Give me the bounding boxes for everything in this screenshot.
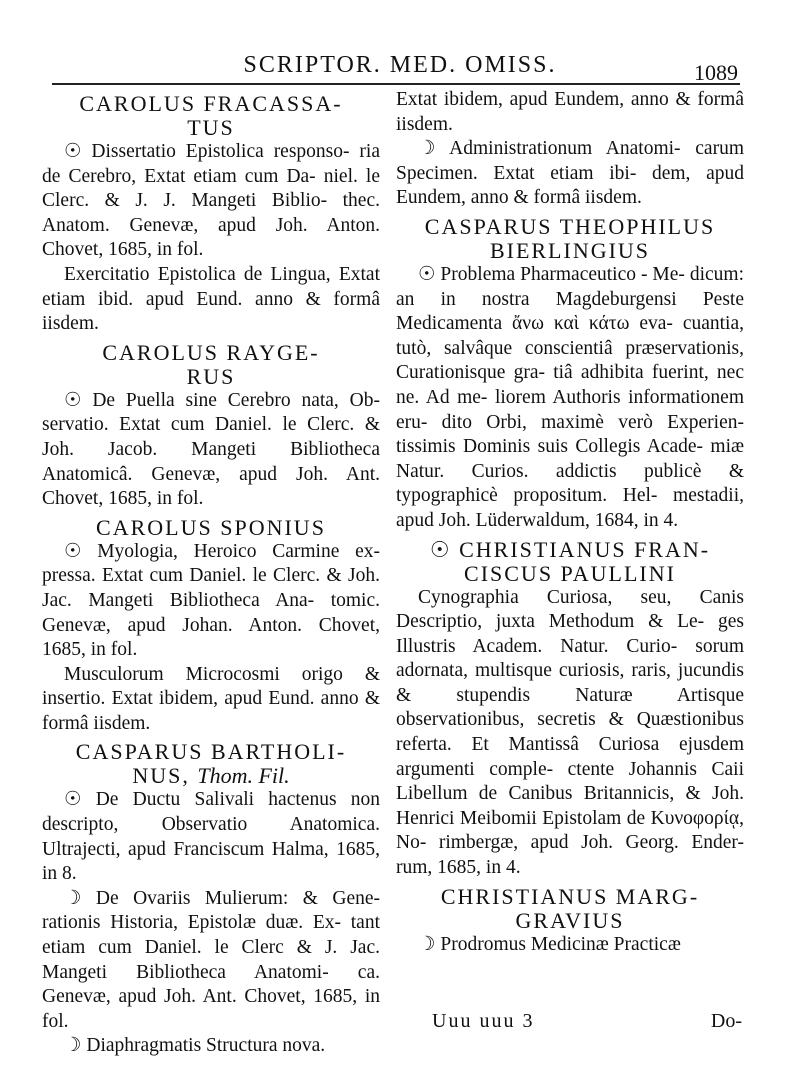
right-column <box>396 88 744 957</box>
entry-text: ☽ De Ovariis Mulierum: & Gene- rationis Historia, Epistolæ duæ. Ex- tant etiam cum Daniel. le Clerc & J. Jac. Mangeti Bibliotheca Anatomi- ca. Genevæ, apud Joh. Ant. Chovet, 1685, in fol. <box>42 887 380 1032</box>
heading-line: NUS, <box>132 763 198 789</box>
entry-text: Exercitatio Epistolica de Lingua, Extat etiam ibid. apud Eund. anno & formâ iisdem. <box>42 263 380 335</box>
entry-text: ☽ Prodromus Medicinæ Practicæ <box>418 933 681 955</box>
entry-heading: CASPARUS THEOPHILUS BIERLINGIUS <box>424 213 716 263</box>
entry-text: ☉ Myologia, Heroico Carmine ex- pressa. Extat cum Daniel. le Clerc. & Joh. Jac. Mangeti Bibliotheca Ana- tomic. Genevæ, apud Johan. Anton. Chovet, 1685, in fol. <box>42 540 380 661</box>
entry-text: ☉ Dissertatio Epistolica responso- ria de Cerebro, Extat etiam cum Da- niel. le Clerc. & J. J. Mangeti Biblio- thec. Anatom. Genevæ, apud Joh. Anton. Chovet, 1685, in fol. <box>42 141 380 261</box>
entry-heading: CAROLUS FRACASSA- TUS <box>79 91 343 140</box>
entry-heading: CAROLUS RAYGE- RUS <box>102 339 320 389</box>
page-number: 1089 <box>694 60 738 85</box>
entry-heading: CAROLUS SPONIUS <box>96 514 326 540</box>
entry-heading <box>42 740 380 788</box>
entry-text: ☽ Diaphragmatis Structura nova. <box>64 1035 326 1057</box>
entry-text: ☉ Problema Pharmaceutico - Me- dicum: an in nostra Magdeburgensi Peste Medicamenta ἄνω καὶ κάτω eva- cuantia, tutò, salvâque conscientiâ præservationis, Curationisque gra- tiâ adhibita fuerint, nec ne. Ad me- liorem Authoris informationem eru- dito Orbi, maximè verò Experien- tissimis Dominis suis Collegis Acade- miæ Natur. Curios. addictis publicè & typographicè propositum. Hel- mestadii, apud Joh. Lüderwaldum, 1684, in 4. <box>396 263 744 531</box>
entry-text: Extat ibidem, apud Eundem, anno & formâ iisdem. <box>396 89 744 135</box>
entry-text: ☉ De Ductu Salivali hactenus non descripto, Observatio Anatomica. Ultrajecti, apud Franciscum Halma, 1685, in 8. <box>42 789 380 885</box>
heading-line: CASPARUS BARTHOLI- <box>75 739 347 765</box>
running-title: SCRIPTOR. MED. OMISS. <box>243 52 557 78</box>
left-column <box>42 88 380 1059</box>
entry-text: ☉ De Puella sine Cerebro nata, Ob- servatio. Extat cum Daniel. le Clerc. & Joh. Jacob. Mangeti Bibliotheca Anatomicâ. Genevæ, apud Joh. Ant. Chovet, 1685, in fol. <box>42 389 380 510</box>
catchword: Do- <box>710 1010 742 1032</box>
entry-heading: CHRISTIANUS MARG- GRAVIUS <box>440 883 700 933</box>
entry-text: Musculorum Microcosmi origo & insertio. Extat ibidem, apud Eund. anno & formâ iisdem. <box>42 663 380 734</box>
signature-mark: Uuu uuu 3 <box>432 1010 535 1032</box>
entry-text: Cynographia Curiosa, seu, Canis Descriptio, juxta Methodum & Le- ges Illustris Academ. Natur. Curio- sorum adornata, multisque curiosis, raris, jucundis & stupendis Naturæ Artisque observationibus, secretis & Quæstionibus referta. Et Mantissâ Curiosa ejusdem argumenti comple- ctente Johannis Caii Libellum de Canibus Britannicis, & Joh. Henrici Meibomii Epistolam de Κυνοφορίᾳ, No- rimbergæ, apud Joh. Georg. Ender- rum, 1685, in 4. <box>396 586 744 879</box>
entry-text: ☽ Administrationum Anatomi- carum Specimen. Extat etiam ibi- dem, apud Eundem, anno & formâ iisdem. <box>396 138 744 209</box>
heading-subtitle: Thom. Fil. <box>197 763 290 789</box>
header-rule <box>52 83 740 85</box>
entry-heading: ☉ CHRISTIANUS FRAN- CISCUS PAULLINI <box>429 536 711 586</box>
